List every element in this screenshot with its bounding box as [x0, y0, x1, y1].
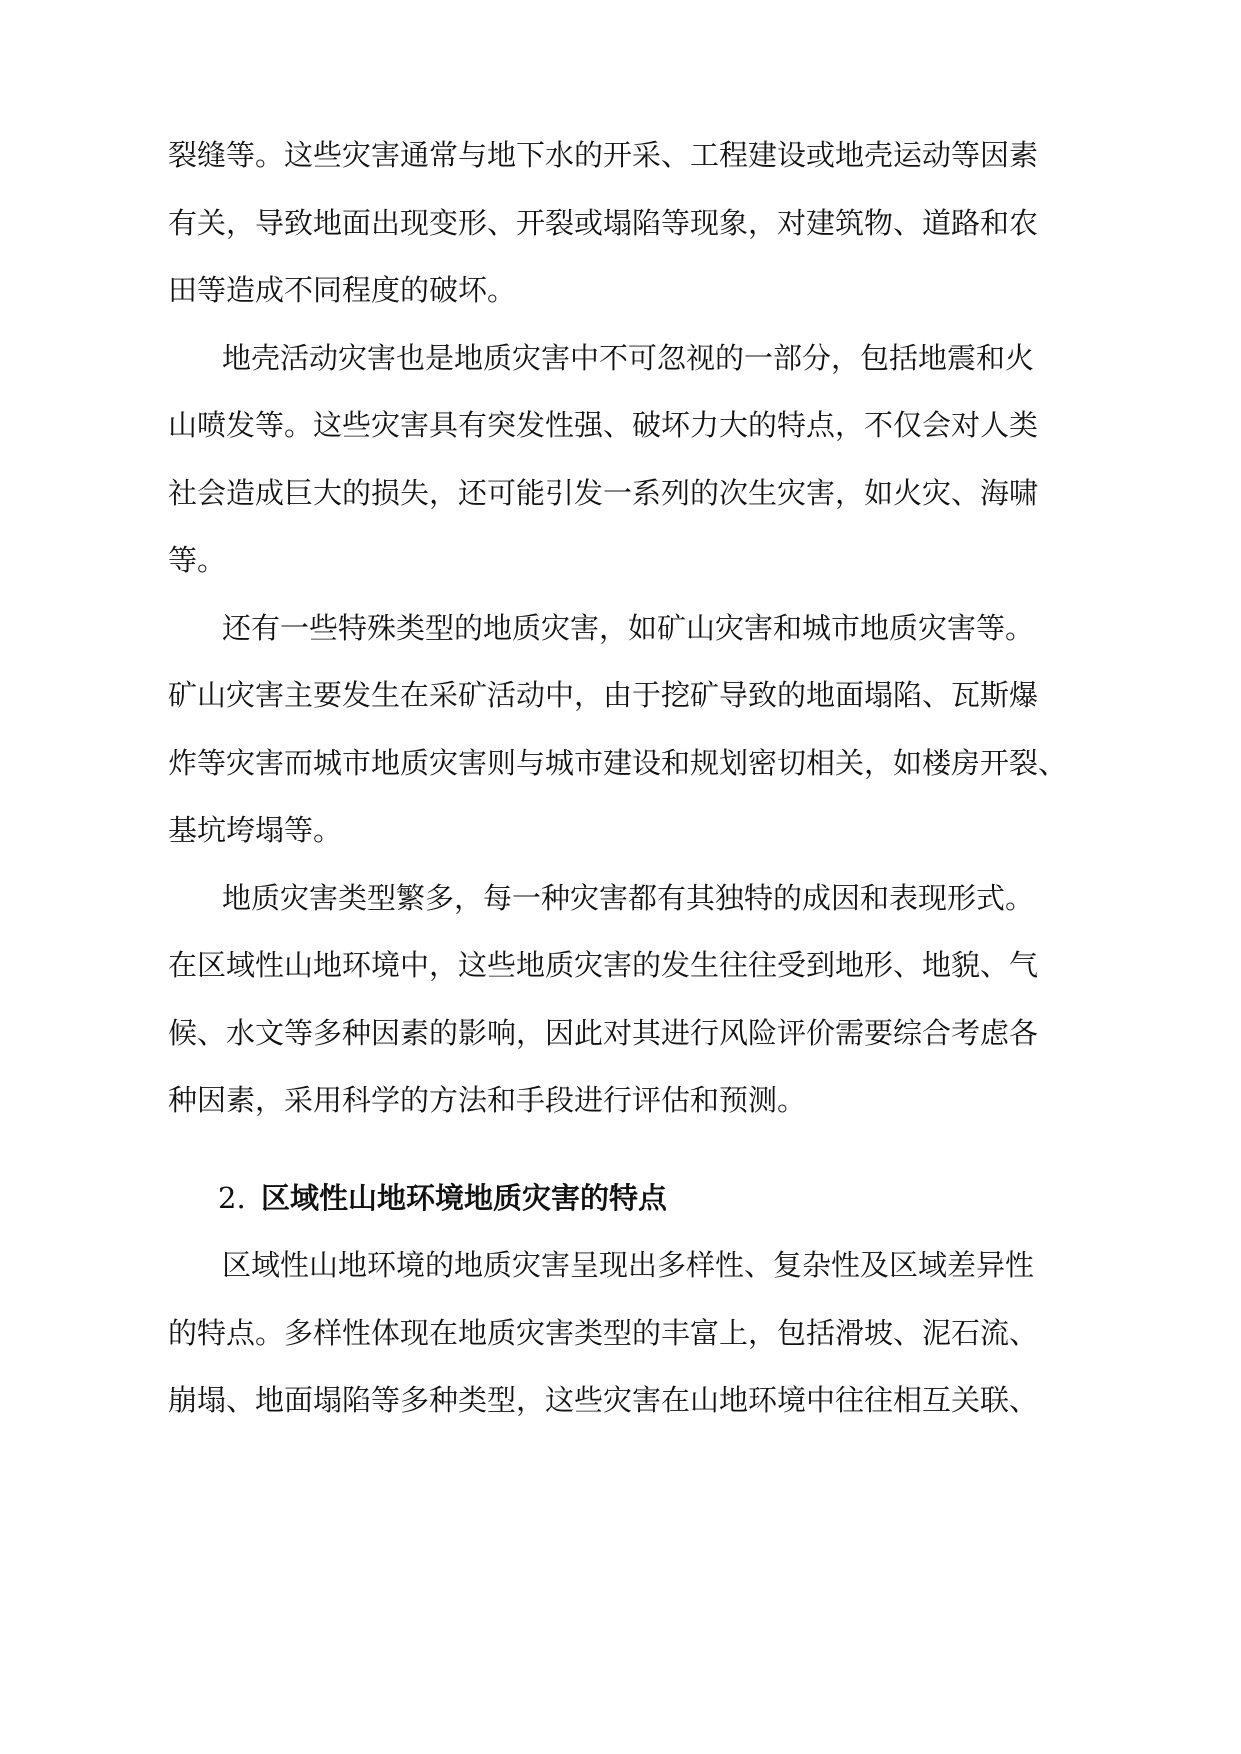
- text-line: [0, 1378, 1241, 1454]
- line-text: 矿山灾害主要发生在采矿活动中，由于挖矿导致的地面塌陷、瓦斯爆: [168, 678, 1039, 712]
- line-text: 基坑垮塌等。: [168, 813, 343, 847]
- text-line: [0, 133, 1241, 209]
- text-line: [0, 538, 1241, 614]
- section-title: 区域性山地环境地质灾害的特点: [261, 1181, 668, 1215]
- line-text: 田等造成不同程度的破坏。: [168, 273, 517, 307]
- line-text: 崩塌、地面塌陷等多种类型，这些灾害在山地环境中往往相互关联、: [168, 1383, 1039, 1417]
- section-number: 2.: [218, 1181, 246, 1215]
- line-text: 社会造成巨大的损失，还可能引发一系列的次生灾害，如火灾、海啸: [168, 476, 1039, 510]
- text-line: [0, 1011, 1241, 1087]
- text-line: [0, 201, 1241, 277]
- line-text: 有关，导致地面出现变形、开裂或塌陷等现象，对建筑物、道路和农: [168, 206, 1039, 240]
- section-heading: [0, 1176, 1241, 1252]
- line-text: 还有一些特殊类型的地质灾害，如矿山灾害和城市地质灾害等。: [222, 611, 1035, 645]
- text-line: [0, 1311, 1241, 1387]
- text-line: [0, 606, 1241, 682]
- text-line: [0, 268, 1241, 344]
- line-text: 炸等灾害而城市地质灾害则与城市建设和规划密切相关，如楼房开裂、: [168, 746, 1068, 780]
- line-text: 等。: [168, 543, 227, 577]
- line-text: 地质灾害类型繁多，每一种灾害都有其独特的成因和表现形式。: [222, 881, 1035, 915]
- text-line: [0, 1078, 1241, 1154]
- text-line: [0, 808, 1241, 884]
- line-text: 的特点。多样性体现在地质灾害类型的丰富上，包括滑坡、泥石流、: [168, 1316, 1039, 1350]
- line-text: 裂缝等。这些灾害通常与地下水的开采、工程建设或地壳运动等因素: [168, 138, 1039, 172]
- text-line: [0, 471, 1241, 547]
- line-text: 山喷发等。这些灾害具有突发性强、破坏力大的特点，不仅会对人类: [168, 408, 1039, 442]
- text-line: [0, 336, 1241, 412]
- text-line: [0, 741, 1241, 817]
- line-text: 地壳活动灾害也是地质灾害中不可忽视的一部分，包括地震和火: [222, 341, 1035, 375]
- line-text: 区域性山地环境的地质灾害呈现出多样性、复杂性及区域差异性: [222, 1248, 1035, 1282]
- text-line: [0, 943, 1241, 1019]
- line-text: 种因素，采用科学的方法和手段进行评估和预测。: [168, 1083, 807, 1117]
- text-line: [0, 876, 1241, 952]
- line-text: 候、水文等多种因素的影响，因此对其进行风险评价需要综合考虑各: [168, 1016, 1039, 1050]
- text-line: [0, 403, 1241, 479]
- line-text: 在区域性山地环境中，这些地质灾害的发生往往受到地形、地貌、气: [168, 948, 1039, 982]
- text-line: [0, 673, 1241, 749]
- text-line: [0, 1243, 1241, 1319]
